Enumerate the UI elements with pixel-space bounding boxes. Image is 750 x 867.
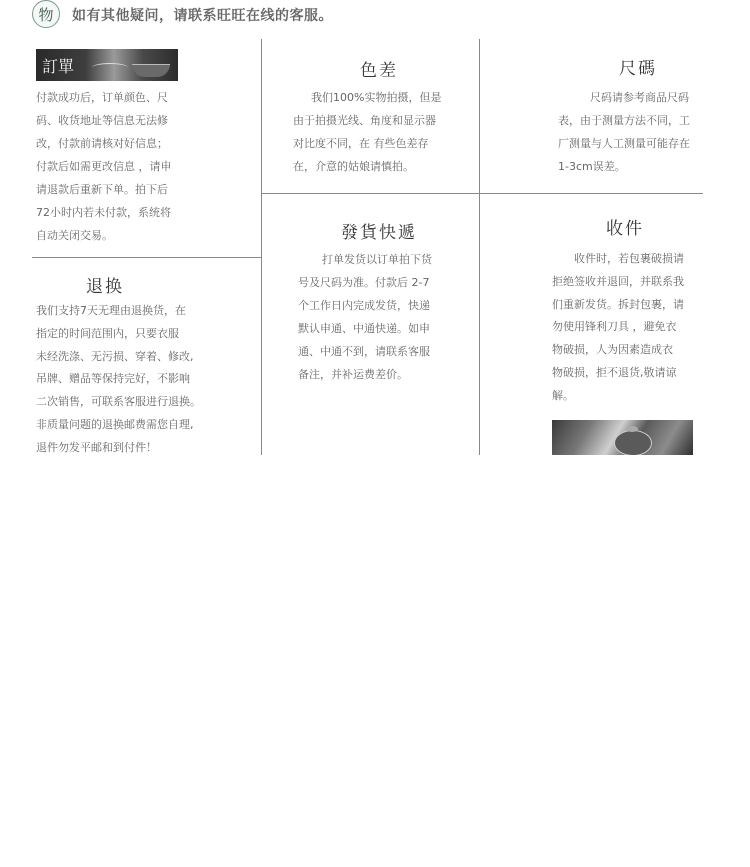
receive-line: 收件时，若包裹破损请: [574, 252, 684, 265]
order-line: 付款成功后，订单颜色、尺: [36, 91, 168, 104]
shipping-line: 号及尺码为准。付款后 2-7: [298, 276, 430, 289]
order-line: 码、收货地址等信息无法修: [36, 114, 168, 127]
shipping-title: 發貨快遞: [341, 223, 417, 243]
divider-vertical-2: [479, 39, 480, 455]
order-text: [36, 86, 172, 247]
size-line: 尺码请参考商品尺码: [590, 91, 689, 104]
divider-horizontal-right: [262, 193, 703, 194]
order-line: 改，付款前请核对好信息；: [36, 137, 168, 150]
color-title: 色差: [360, 61, 398, 81]
size-line: 1-3cm误差。: [558, 160, 626, 173]
color-line: 由于拍摄光线、角度和显示器: [293, 114, 436, 127]
receive-line: 物破损，拒不退货,敬请谅: [552, 365, 677, 379]
order-line: 付款后如需更改信息 ，请申: [36, 160, 172, 173]
steam-decoration: [92, 63, 128, 72]
divider-vertical-1: [261, 39, 262, 455]
shipping-line: 备注，并补运费差价。: [298, 368, 408, 381]
size-line: 表，由于测量方法不同，工: [558, 114, 690, 127]
teapot-icon: [614, 430, 652, 455]
receive-text: [552, 248, 684, 408]
shipping-line: 默认申通、中通快递。如申: [298, 322, 430, 335]
return-title: 退换: [86, 277, 124, 297]
order-line: 72小时内若未付款，系统将: [36, 206, 171, 219]
receive-line: 物破损，人为因素造成衣: [552, 343, 673, 357]
color-line: 在，介意的姑娘请慎拍。: [293, 160, 414, 173]
return-line: 我们支持7天无理由退换货，在: [36, 304, 186, 317]
color-line: 我们100%实物拍摄，但是: [311, 91, 442, 104]
shipping-text: [298, 248, 432, 386]
size-title: 尺碼: [619, 59, 657, 79]
teapot-photo: [552, 420, 693, 455]
order-line: 请退款后重新下单。拍下后: [36, 183, 168, 196]
receive-title: 收件: [606, 219, 644, 239]
tea-bowl-icon: [132, 64, 170, 77]
return-line: 退件勿发平邮和到付件！: [36, 440, 157, 454]
return-line: 非质量问题的退换邮费需您自理,: [36, 417, 194, 431]
divider-horizontal-left: [32, 257, 261, 258]
store-logo-icon: 物: [32, 0, 60, 28]
order-line: 自动关闭交易。: [36, 229, 113, 242]
color-line: 对比度不同，在 有些色差存: [293, 137, 429, 150]
return-text: [36, 300, 201, 460]
receive-line: 们重新发货。拆封包裹，请: [552, 297, 684, 311]
shipping-line: 打单发货以订单拍下货: [322, 253, 432, 266]
return-line: 未经洗涤、无污损、穿着、修改,: [36, 349, 194, 363]
receive-line: 勿使用锋利刀具 ，避免衣: [552, 320, 677, 334]
shipping-line: 通、中通不到，请联系客服: [298, 345, 430, 358]
order-banner-image: [36, 49, 178, 81]
receive-line: 拒绝签收并退回，并联系我: [552, 274, 684, 288]
contact-notice: 如有其他疑问，请联系旺旺在线的客服。: [72, 8, 333, 24]
return-line: 指定的时间范围内，只要衣服: [36, 326, 179, 340]
size-text: [558, 86, 690, 178]
return-line: 吊牌、赠品等保持完好，不影响: [36, 372, 190, 386]
return-line: 二次销售，可联系客服进行退换。: [36, 395, 201, 409]
teapot-lid-icon: [626, 426, 638, 432]
color-text: [293, 86, 441, 178]
size-line: 厂测量与人工测量可能存在: [558, 137, 690, 150]
shipping-line: 个工作日内完成发货，快递: [298, 299, 430, 312]
order-banner-label: 訂單: [42, 57, 75, 76]
receive-line: 解。: [552, 388, 574, 402]
